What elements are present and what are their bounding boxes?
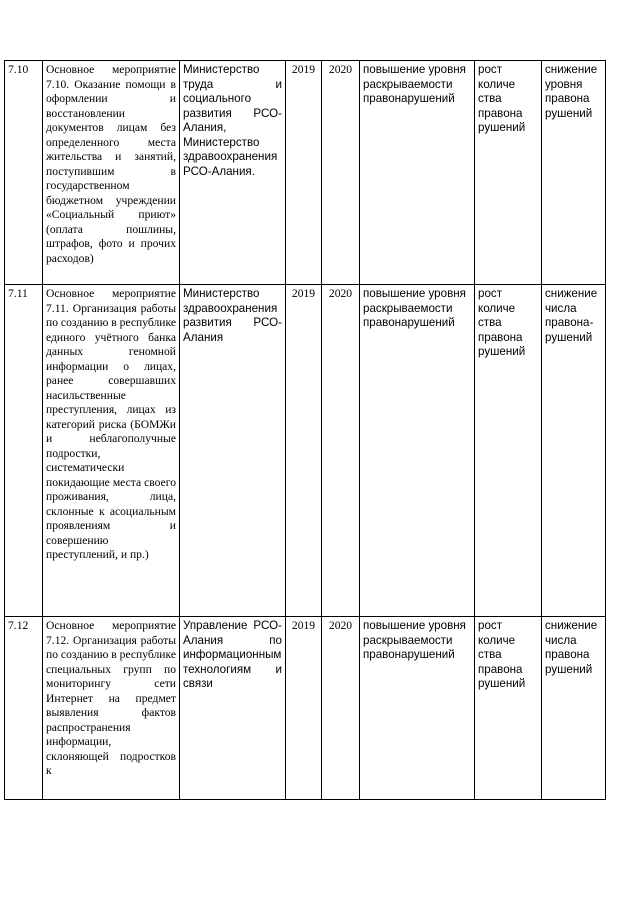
row-number: 7.10 [5,61,43,285]
expected-effect: повышение уровня раскрываемости правонарушений [360,617,475,800]
expected-result: снижение числа правона рушений [542,617,606,800]
expected-result: снижение числа правона-рушений [542,285,606,617]
start-year: 2019 [286,617,322,800]
row-number: 7.11 [5,285,43,617]
table-row [5,61,606,285]
executor: Управление РСО-Алания по информационным технологиям и связи [180,617,286,800]
measure-name: Основное мероприятие 7.11. Организация работы по созданию в республике единого учётного банка данных геномной информации о лицах, ранее совершавших насильственные преступления, лицах из категорий риска (БОМЖи и неблагополучные подростки, систематически покидающие места своего проживания, лица, склонные к асоциальным проявлениям и совершению преступлений, и пр.) [43,285,180,617]
executor: Министерство здравоохранения развития РСО-Алания [180,285,286,617]
table-row [5,285,606,617]
row-number: 7.12 [5,617,43,800]
indicator: рост количе ства правона рушений [475,61,542,285]
end-year: 2020 [322,285,360,617]
end-year: 2020 [322,617,360,800]
executor: Министерство труда и социального развития РСО-Алания, Министерство здравоохранения РСО-Алания. [180,61,286,285]
measure-name: Основное мероприятие 7.10. Оказание помощи в оформлении и восстановлении документов лицам без определенного места жительства и занятий, поступившим в государственном бюджетном учреждении «Социальный приют» (оплата пошлины, штрафов, фото и прочих расходов) [43,61,180,285]
start-year: 2019 [286,285,322,617]
measure-name: Основное мероприятие 7.12. Организация работы по созданию в республике специальных групп по мониторингу сети Интернет на предмет выявления фактов распространения информации, склоняющей подростков к [43,617,180,800]
indicator: рост количе ства правона рушений [475,285,542,617]
expected-result: снижение уровня правона рушений [542,61,606,285]
expected-effect: повышение уровня раскрываемости правонарушений [360,285,475,617]
start-year: 2019 [286,61,322,285]
end-year: 2020 [322,61,360,285]
indicator: рост количе ства правона рушений [475,617,542,800]
table-row [5,617,606,800]
measures-table [4,60,606,800]
expected-effect: повышение уровня раскрываемости правонарушений [360,61,475,285]
